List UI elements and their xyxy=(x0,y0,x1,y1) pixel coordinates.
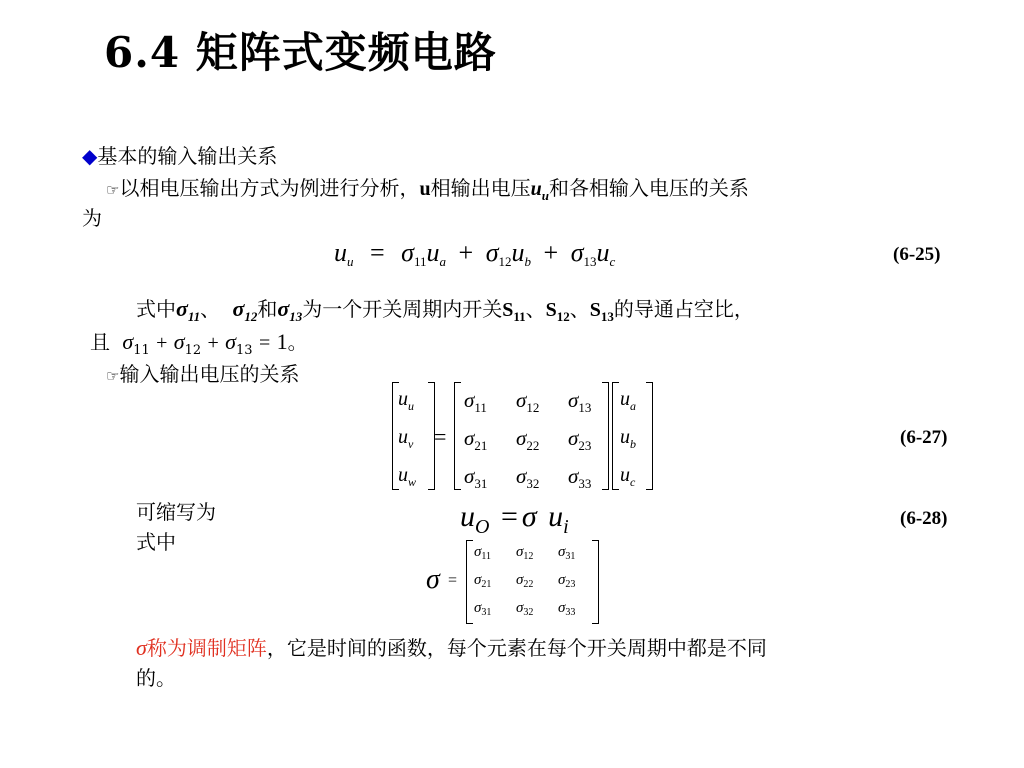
equation-number-6-28: (6-28) xyxy=(900,508,948,529)
eq628-lhs: u xyxy=(460,500,475,533)
sum-sigma-2: σ xyxy=(173,329,185,354)
para2-S-b: S xyxy=(545,299,557,321)
paragraph-1-cont: 为 xyxy=(82,206,102,230)
para2-text-b: 为一个开关周期内开关 xyxy=(302,297,503,321)
out-w: $u_w$ xyxy=(398,464,417,489)
section-heading-text: 基本的输入输出关系 xyxy=(97,144,278,168)
in-c: $u_c$ xyxy=(620,464,636,489)
eq625-u-3: u xyxy=(596,238,610,267)
section-heading xyxy=(82,144,277,168)
def-sigma-31: $\sigma_{31}$ xyxy=(474,600,492,618)
sum-idx-1: 11 xyxy=(133,343,150,358)
sum-one: 1 xyxy=(276,329,288,354)
eq625-sub-2: b xyxy=(524,254,532,269)
para2-S11: 11 xyxy=(513,309,526,324)
para2-qie: 且 xyxy=(90,330,110,354)
def-sigma-32: $\sigma_{32}$ xyxy=(516,600,534,618)
sum-sigma-3: σ xyxy=(225,329,237,354)
equation-6-28 xyxy=(460,500,569,539)
eq625-sigma-1: σ xyxy=(401,238,414,267)
equation-6-25 xyxy=(334,238,615,270)
sigma-33: $\sigma_{33}$ xyxy=(568,464,592,491)
paragraph-5-cont: 的。 xyxy=(136,666,176,690)
eq625-sub-1: a xyxy=(439,254,447,269)
eq625-plus-2: + xyxy=(543,238,559,267)
def-sigma-21: $\sigma_{21}$ xyxy=(474,572,492,590)
equation-6-27 xyxy=(388,380,658,492)
eq625-sigma-3: σ xyxy=(570,238,584,267)
bracket-right xyxy=(646,382,653,490)
para2-sigma-11: σ xyxy=(176,296,188,321)
sigma-11: $\sigma_{11}$ xyxy=(464,388,487,415)
pointing-hand-icon: ☞ xyxy=(106,181,120,199)
abbrev-label: 可缩写为 xyxy=(136,500,216,524)
para5-text-a: ，它是时间的函数，每个元素在每个开关周期中都是不同 xyxy=(266,636,767,660)
para5-red-text: 称为调制矩阵 xyxy=(146,636,267,660)
eq625-lhs-sub: u xyxy=(347,254,354,269)
para2-period: 。 xyxy=(287,330,308,354)
eq628-sigma: σ xyxy=(521,500,537,533)
def-sigma-12: $\sigma_{12}$ xyxy=(516,544,534,562)
eq628-rhs: u xyxy=(548,500,564,533)
para5-sigma: σ xyxy=(136,635,147,660)
paragraph-5 xyxy=(136,636,767,660)
bracket-right xyxy=(602,382,609,490)
eq625-idx-2: 12 xyxy=(498,254,512,269)
equation-number-6-25: (6-25) xyxy=(893,244,941,265)
bracket-right xyxy=(592,540,599,624)
sigma-def-symbol: σ xyxy=(426,564,440,595)
sigma-23: $\sigma_{23}$ xyxy=(568,426,592,453)
bracket-left xyxy=(454,382,461,490)
def-sigma-33: $\sigma_{33}$ xyxy=(558,600,576,618)
eq625-sub-3: c xyxy=(609,254,616,269)
out-v: $u_v$ xyxy=(398,426,414,451)
sigma-21: $\sigma_{21}$ xyxy=(464,426,488,453)
paragraph-1 xyxy=(106,176,749,208)
para2-idx-13: 13 xyxy=(289,309,303,324)
eq625-u-1: u xyxy=(426,238,440,267)
eq625-u-2: u xyxy=(511,238,525,267)
para1-text-c: 和各相输入电压的关系 xyxy=(548,176,749,200)
pointing-hand-icon: ☞ xyxy=(106,367,120,385)
para2-idx-12: 12 xyxy=(244,309,258,324)
para2-idx-11: 11 xyxy=(187,309,201,324)
para2-S12: 12 xyxy=(556,309,570,324)
para1-text-a: 以相电压输出方式为例进行分析， xyxy=(119,176,420,200)
para1-bold-u: u xyxy=(419,178,431,200)
sum-equals: = xyxy=(258,332,271,354)
page-title: 6.4 矩阵式变频电路 xyxy=(104,28,497,77)
def-sigma-23: $\sigma_{23}$ xyxy=(558,572,576,590)
para2-sigma-12: σ xyxy=(232,296,245,321)
para2-sigma-13: σ xyxy=(277,296,290,321)
def-sigma-22: $\sigma_{22}$ xyxy=(516,572,534,590)
para1-u-sub: u xyxy=(541,188,549,203)
equation-number-6-27: (6-27) xyxy=(900,427,948,448)
para2-text-a: 式中 xyxy=(136,297,176,321)
eq625-sigma-2: σ xyxy=(485,238,499,267)
sigma-31: $\sigma_{31}$ xyxy=(464,464,488,491)
paragraph-2 xyxy=(136,297,754,329)
eq625-equals: = xyxy=(370,238,385,267)
in-b: $u_b$ xyxy=(620,426,636,451)
eq625-plus-1: + xyxy=(458,238,474,267)
bracket-left xyxy=(466,540,473,624)
sigma-def-equals: = xyxy=(448,572,458,589)
para1-u-var: u xyxy=(530,178,542,200)
sigma-22: $\sigma_{22}$ xyxy=(516,426,540,453)
eq628-lhs-sub: O xyxy=(475,516,490,538)
sum-sigma-1: σ xyxy=(122,329,134,354)
eq625-idx-1: 11 xyxy=(414,254,427,269)
paragraph-2-cont xyxy=(90,330,308,363)
eq625-lhs: u xyxy=(334,238,347,267)
sum-idx-3: 13 xyxy=(236,343,253,358)
sigma-12: $\sigma_{12}$ xyxy=(516,388,540,415)
para2-sep-2: 、 xyxy=(525,297,546,321)
para2-S-c: S xyxy=(589,299,601,321)
para3-heading: 输入输出电压的关系 xyxy=(119,362,300,386)
para2-S13: 13 xyxy=(600,309,614,324)
para2-text-c: 的导通占空比， xyxy=(613,297,754,321)
sum-plus-2: + xyxy=(207,332,219,354)
sum-plus-1: + xyxy=(156,332,168,354)
para2-sep-1: 、 xyxy=(200,297,221,321)
def-sigma-31a: $\sigma_{31}$ xyxy=(558,544,576,562)
para2-he: 和 xyxy=(257,297,278,321)
where-label: 式中 xyxy=(136,530,176,554)
para2-sep-3: 、 xyxy=(569,297,590,321)
eq628-equals: = xyxy=(500,500,518,533)
paragraph-3 xyxy=(106,362,299,388)
sigma-matrix-definition xyxy=(426,538,606,624)
in-a: $u_a$ xyxy=(620,388,636,413)
out-u: $u_u$ xyxy=(398,388,414,413)
diamond-bullet-icon: ◆ xyxy=(82,144,98,168)
eq625-idx-3: 13 xyxy=(583,254,597,269)
sigma-32: $\sigma_{32}$ xyxy=(516,464,540,491)
eq627-equals: = xyxy=(434,424,447,449)
sigma-13: $\sigma_{13}$ xyxy=(568,388,592,415)
bracket-left xyxy=(612,382,619,490)
def-sigma-11: $\sigma_{11}$ xyxy=(474,544,492,562)
para2-S-a: S xyxy=(502,299,514,321)
eq628-rhs-sub: i xyxy=(563,516,569,538)
para1-text-b: 相输出电压 xyxy=(430,176,531,200)
sum-idx-2: 12 xyxy=(184,343,202,358)
